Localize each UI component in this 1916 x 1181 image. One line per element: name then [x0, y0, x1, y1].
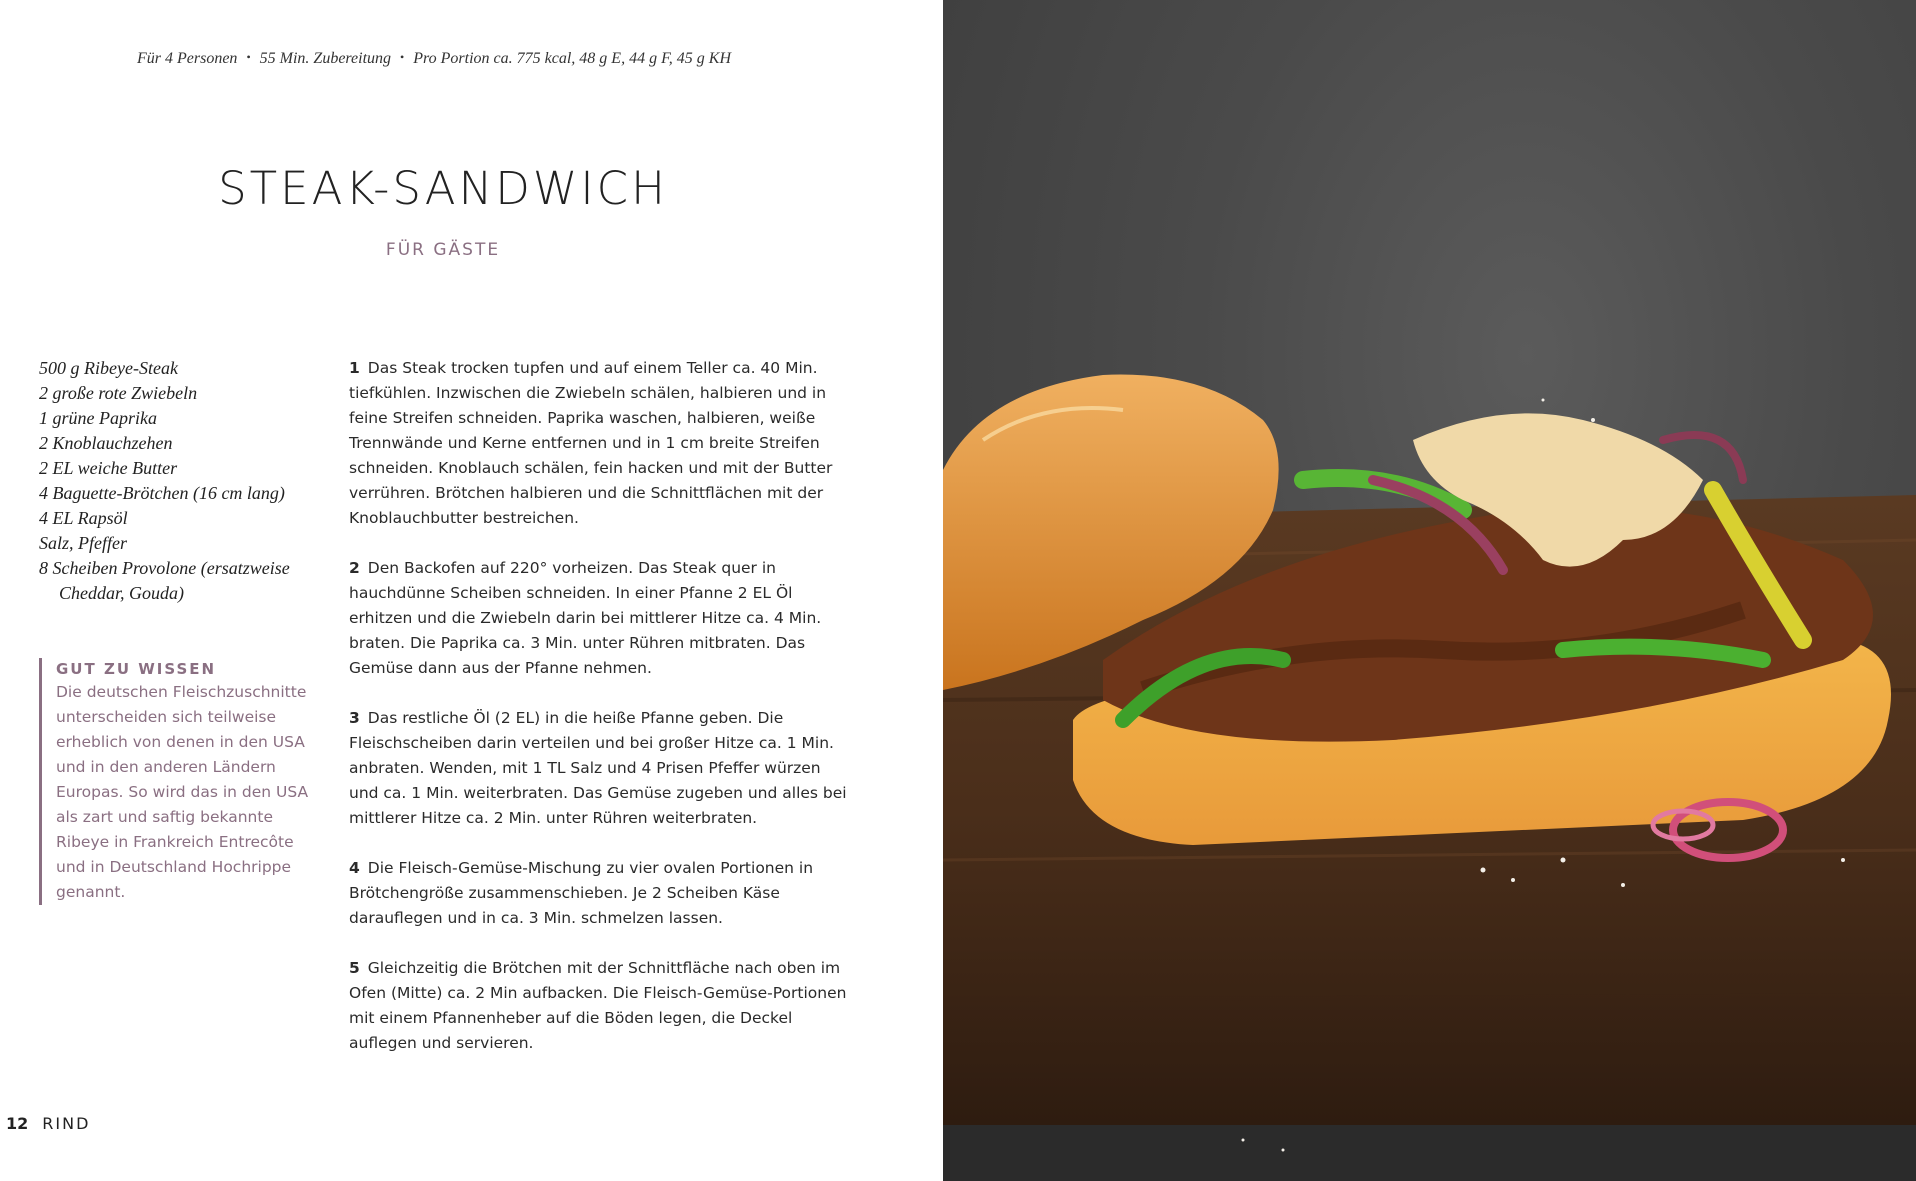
ingredient-item: 500 g Ribeye-Steak [39, 358, 178, 378]
sandwich-photo [943, 0, 1916, 1181]
ingredient-item: 2 EL weiche Butter [39, 458, 178, 478]
step-1 [349, 356, 854, 531]
step-text: Den Backofen auf 220° vorheizen. Das Steak quer in hauchdünne Scheiben schneiden. In einer Pfanne 2 EL Öl erhitzen und die Zwiebeln darin bei mittlerer Hitze ca. 4 Min. braten. Die Paprika ca. 3 Min. unter Rühren mitbraten. Das Gemüse dann aus der Pfanne nehmen. [349, 559, 822, 677]
page-number: 12 [6, 1114, 29, 1133]
step-text: Gleichzeitig die Brötchen mit der Schnittfläche nach oben im Ofen (Mitte) ca. 2 Min aufbacken. Die Fleisch-Gemüse-Portionen mit einem Pfannenheber auf die Böden legen, die Deckel auflegen und servieren. [349, 959, 847, 1052]
tip-text: Die deutschen Fleischzuschnitte unterscheiden sich teilweise erheblich von denen in den USA und in den anderen Ländern Europas. So wird das in den USA als zart und saftig bekannte Ribeye in Frankreich Entrecôte und in Deutschland Hochrippe genannt. [56, 683, 309, 901]
step-text: Die Fleisch-Gemüse-Mischung zu vier ovalen Portionen in Brötchengröße zusammenschieben. Je 2 Scheiben Käse darauflegen und in ca. 3 Min. schmelzen lassen. [349, 859, 814, 927]
ingredient-item: 4 Baguette-Brötchen (16 cm lang) [39, 483, 285, 503]
recipe-title: STEAK-SANDWICH [218, 162, 668, 215]
step-number: 5 [349, 959, 360, 977]
nutrition-info: Pro Portion ca. 775 kcal, 48 g E, 44 g F, 45 g KH [413, 50, 732, 67]
step-number: 1 [349, 359, 360, 377]
step-text: Das Steak trocken tupfen und auf einem Teller ca. 40 Min. tiefkühlen. Inzwischen die Zwiebeln schälen, halbieren und in feine Streifen schneiden. Paprika waschen, halbieren, weiße Trennwände und Kerne entfernen und in 1 cm breite Streifen schneiden. Knoblauch schälen, fein hacken und mit der Butter verrühren. Brötchen halbieren und die Schnittflächen mit der Knoblauchbutter bestreichen. [349, 359, 833, 527]
ingredient-item: 2 Knoblauchzehen [39, 433, 173, 453]
servings: Für 4 Personen [137, 50, 238, 67]
step-text: Das restliche Öl (2 EL) in die heiße Pfanne geben. Die Fleischscheiben darin verteilen und bei großer Hitze ca. 1 Min. anbraten. Wenden, mit 1 TL Salz und 4 Prisen Pfeffer würzen und ca. 1 Min. weiterbraten. Das Gemüse zugeben und alles bei mittlerer Hitze ca. 2 Min. unter Rühren weiterbraten. [349, 709, 847, 827]
step-number: 3 [349, 709, 360, 727]
step-4 [349, 856, 854, 931]
instruction-steps [349, 356, 854, 1081]
step-2 [349, 556, 854, 681]
tip-title: GUT ZU WISSEN [56, 660, 217, 678]
ingredient-item: 2 große rote Zwiebeln [39, 383, 198, 403]
step-3 [349, 706, 854, 831]
recipe-meta [137, 50, 731, 68]
section-name: RIND [42, 1114, 91, 1133]
ingredient-item: 1 grüne Paprika [39, 408, 157, 428]
sandwich-illustration [943, 0, 1916, 1181]
ingredient-list [39, 356, 309, 606]
step-5 [349, 956, 854, 1056]
recipe-subtitle: FÜR GÄSTE [385, 240, 501, 260]
table-surface [943, 1125, 1916, 1181]
prep-time: 55 Min. Zubereitung [259, 50, 392, 67]
bullet-separator: • [400, 50, 405, 64]
ingredient-item: 4 EL Rapsöl [39, 508, 128, 528]
bullet-separator: • [246, 50, 251, 64]
ingredient-item: 8 Scheiben Provolone (ersatzweise Cheddar, Gouda) [39, 558, 290, 603]
recipe-page [0, 0, 943, 1181]
ingredient-item: Salz, Pfeffer [39, 533, 127, 553]
page-footer [6, 1114, 90, 1133]
step-number: 4 [349, 859, 360, 877]
step-number: 2 [349, 559, 360, 577]
tip-box [39, 658, 318, 905]
